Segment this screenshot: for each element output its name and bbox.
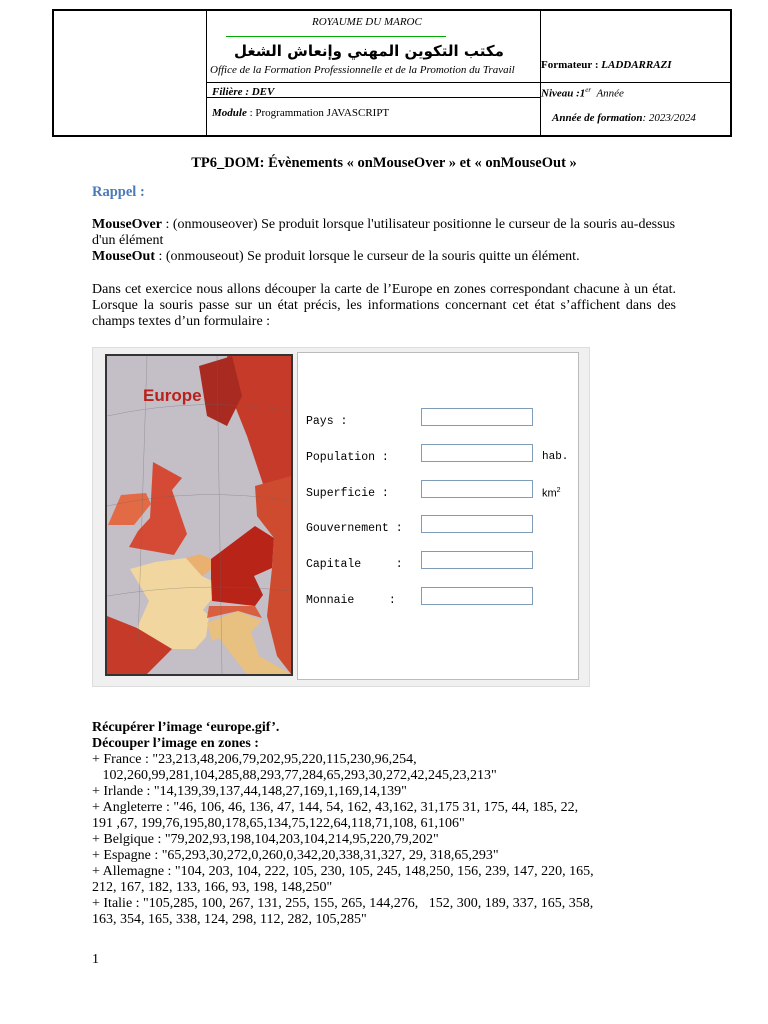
zone-france: + France : "23,213,48,206,79,202,95,220,115,230,96,254, 102,260,99,281,104,285,88,293,77,284,65,293,30,272,42,245,23,213"	[92, 752, 497, 783]
mouseover-term: MouseOver	[92, 217, 162, 232]
zone-italie: + Italie : "105,285, 100, 267, 131, 255, 155, 265, 144,276, 152, 300, 189, 337, 165, 358, 163, 354, 165, 338, 124, 298, 112, 282, 105,285"	[92, 896, 594, 927]
document-title: TP6_DOM: Évènements « onMouseOver » et « onMouseOut »	[191, 155, 577, 171]
niveau-sup: er	[585, 86, 592, 94]
step-decouper-zones: Découper l’image en zones :	[92, 736, 259, 751]
label-superficie: Superficie :	[306, 487, 389, 500]
annee-label: Année de formation	[552, 112, 643, 124]
label-pays: Pays :	[306, 415, 348, 428]
exercise-screenshot	[92, 347, 590, 687]
map-title: Europe	[143, 386, 202, 405]
country-info-form	[297, 352, 579, 680]
step-recuperer-image: Récupérer l’image ‘europe.gif’.	[92, 720, 280, 735]
module-value: : Programmation JAVASCRIPT	[246, 107, 390, 119]
mouseover-definition	[92, 217, 676, 249]
label-gouvernement: Gouvernement :	[306, 522, 403, 535]
mouseout-definition	[92, 249, 676, 265]
intro-paragraph: Dans cet exercice nous allons découper la carte de l’Europe en zones correspondant chacune à un état. Lorsque la souris passe sur un état précis, les informations concernant cet état s’affichent dans des champs textes d’un formulaire :	[92, 282, 676, 329]
zone-espagne: + Espagne : "65,293,30,272,0,260,0,342,20,338,31,327, 29, 318,65,293"	[92, 848, 499, 863]
zone-angleterre: + Angleterre : "46, 106, 46, 136, 47, 144, 54, 162, 43,162, 31,175 31, 175, 44, 185, 22, 191 ,67, 199,76,195,80,178,65,134,75,122,64,118,71,108, 61,106"	[92, 800, 579, 831]
label-monnaie: Monnaie :	[306, 594, 396, 607]
annee-value: : 2023/2024	[642, 112, 696, 124]
filiere-value: : DEV	[242, 86, 275, 98]
annee-field	[552, 112, 696, 124]
superficie-unit: $km^2$	[542, 487, 561, 500]
mouseover-text: : (onmouseover) Se produit lorsque l'utilisateur positionne le curseur de la souris au-dessus d'un élément	[92, 217, 676, 248]
kingdom-label: ROYAUME DU MAROC	[312, 16, 422, 28]
module-field	[212, 107, 389, 119]
niveau-field	[541, 86, 624, 100]
zone-allemagne: + Allemagne : "104, 203, 104, 222, 105, 230, 105, 245, 148,250, 156, 239, 147, 220, 165, 212, 167, 182, 133, 166, 93, 198, 148,250"	[92, 864, 594, 895]
module-label: Module	[212, 107, 247, 119]
filiere-label: Filière	[212, 86, 243, 98]
zones-list	[92, 752, 692, 928]
superficie-input[interactable]	[421, 480, 533, 498]
header-table	[52, 9, 732, 137]
mouseout-text: : (onmouseout) Se produit lorsque le curseur de la souris quitte un élément.	[155, 249, 580, 264]
zone-irlande: + Irlande : "14,139,39,137,44,148,27,169,1,169,14,139"	[92, 784, 407, 799]
formateur-field	[541, 59, 672, 71]
header-divider-right	[540, 11, 541, 135]
niveau-label: Niveau :1	[541, 87, 586, 100]
capitale-input[interactable]	[421, 551, 533, 569]
zone-belgique: + Belgique : "79,202,93,198,104,203,104,214,95,220,79,202"	[92, 832, 439, 847]
europe-map	[105, 354, 293, 676]
monnaie-input[interactable]	[421, 587, 533, 605]
gouvernement-input[interactable]	[421, 515, 533, 533]
header-green-rule	[226, 36, 446, 37]
office-name: Office de la Formation Professionnelle et de la Promotion du Travail	[210, 64, 515, 76]
label-population: Population :	[306, 451, 389, 464]
rappel-heading: Rappel :	[92, 184, 145, 200]
formateur-label: Formateur :	[541, 59, 602, 71]
page-number: 1	[92, 952, 99, 967]
header-divider-left	[206, 11, 207, 135]
label-capitale: Capitale :	[306, 558, 403, 571]
header-row-line-1	[206, 82, 730, 83]
mouseout-term: MouseOut	[92, 249, 155, 264]
niveau-value: Année	[596, 87, 624, 100]
population-unit: hab.	[542, 451, 569, 463]
pays-input[interactable]	[421, 408, 533, 426]
arabic-org-name: مكتب التكوين المهني وإنعاش الشغل	[234, 42, 504, 60]
filiere-field	[212, 86, 274, 98]
formateur-value: LADDARRAZI	[601, 59, 672, 71]
population-input[interactable]	[421, 444, 533, 462]
